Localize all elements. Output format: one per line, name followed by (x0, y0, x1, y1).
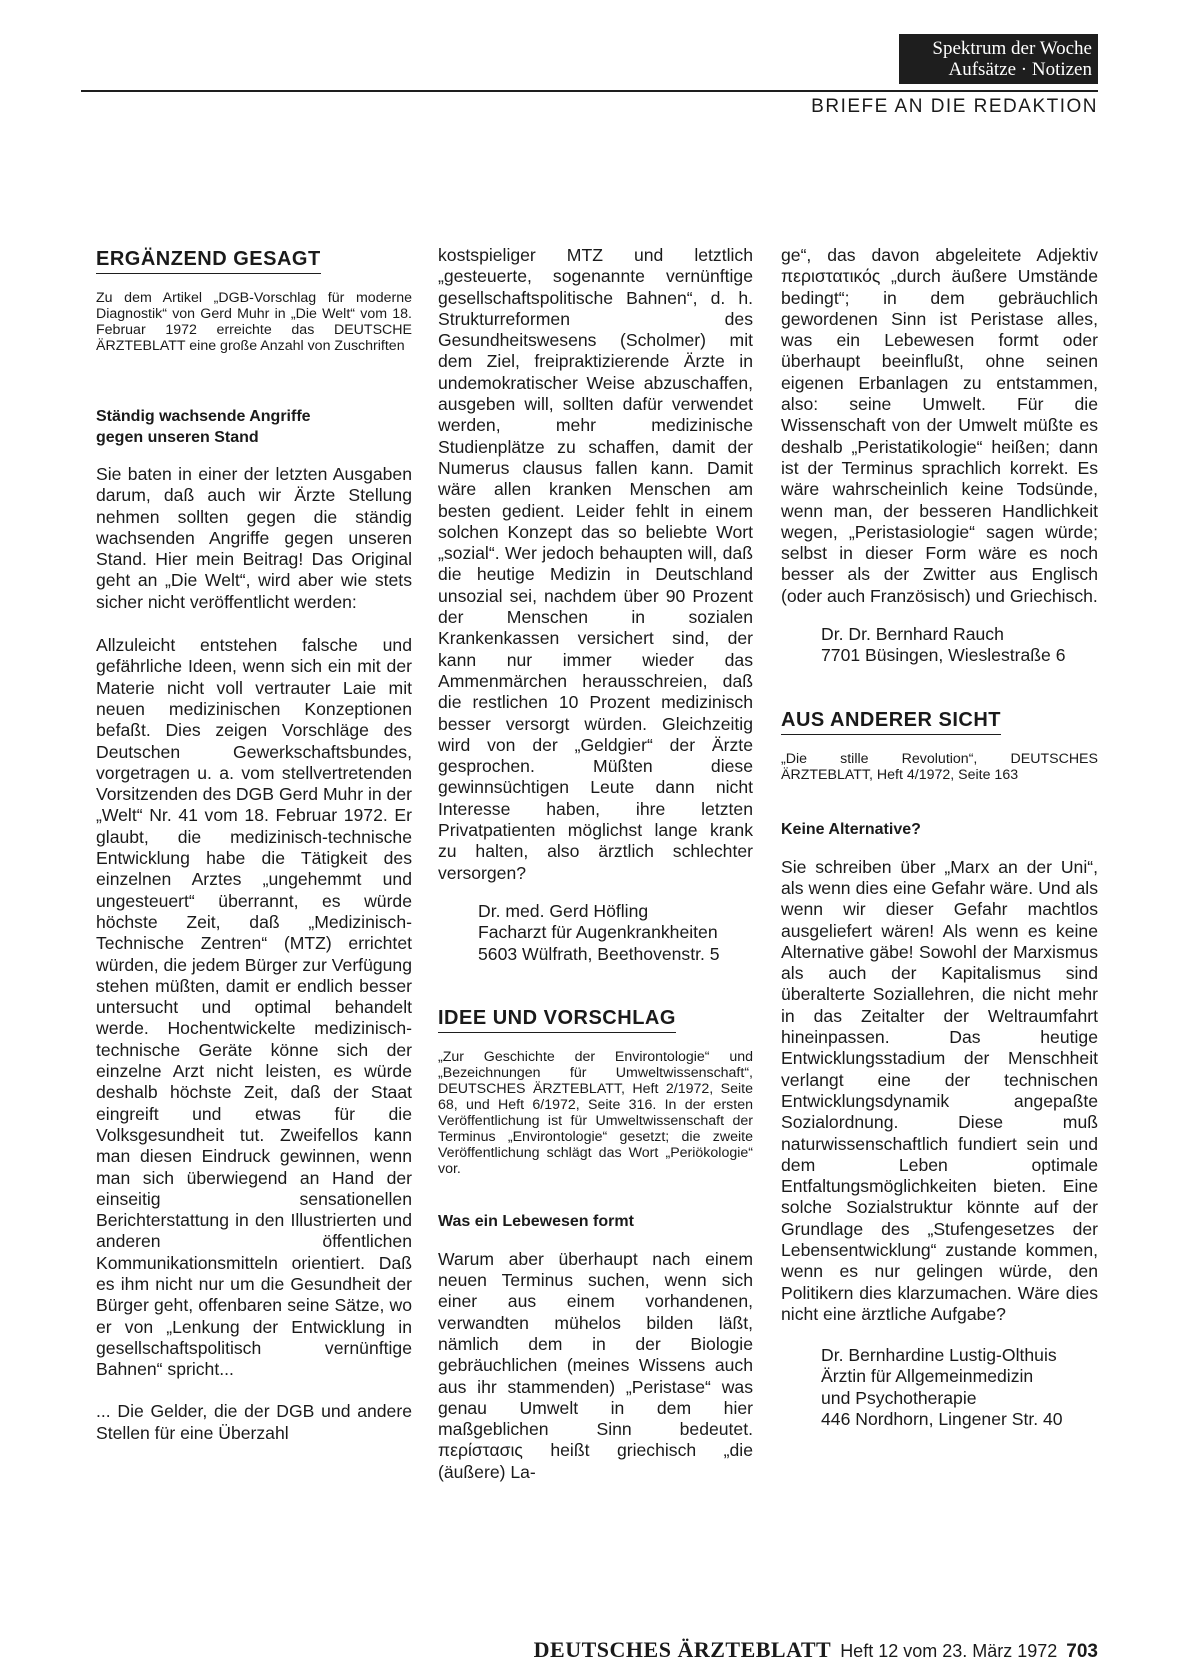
signature-address: 5603 Wülfrath, Beethovenstr. 5 (478, 943, 720, 964)
header-rule (81, 90, 1098, 92)
section-box-line1: Spektrum der Woche (932, 38, 1092, 59)
signature-name: Dr. med. Gerd Höfling (478, 900, 649, 921)
subhead-line-2: gegen unseren Stand (96, 429, 259, 446)
signature-address: 7701 Büsingen, Wieslestraße 6 (821, 645, 1066, 666)
intro-text: „Die stille Revolution“, DEUTSCHES ÄRZTEBLATT, Heft 4/1972, Seite 163 (781, 750, 1098, 783)
signature-title: Ärztin für Allgemeinmedizin (821, 1366, 1034, 1387)
letter-subhead (96, 406, 412, 448)
body-paragraph: Sie baten in einer der letzten Ausgaben darum, daß auch wir Ärzte Stellung nehmen sollten gegen die ständig wachsenden Angriffe gegen unseren Stand. Hier mein Beitrag! Das Original geht an „Die Welt“, wird aber wie stets sicher nicht veröffentlicht werden: (96, 464, 412, 612)
body-paragraph: ge“, das davon abgeleitete Adjektiv περιστατικός „durch äußere Umstände bedingt“; in dem gebräuchlich gewordenen Sinn ist Peristase alles, was ein Lebewesen formt oder überhaupt beeinflußt, ohne seinen eigenen Erbanlagen zu entstammen, also: seine Umwelt. Für die Wissenschaft von der Umwelt müßte es deshalb „Peristatikologie“ heißen; dann ist der Terminus sprachlich korrekt. Es wäre wahrscheinlich keine Todsünde, wenn man, der besseren Handlichkeit wegen, „Peristasiologie“ sagen würde; selbst in dieser Form wäre es noch besser als der Zwitter aus Englisch (oder auch Französisch) und Griechisch. (781, 245, 1098, 606)
body-paragraph: Sie schreiben über „Marx an der Uni“, als wenn dies eine Gefahr wäre. Und als wenn wir dieser Gefahr machtlos ausgeliefert wären! Als wenn es keine Alternative gäbe! Sowohl der Marxismus als auch der Kapitalismus sind überalterte Soziallehren, die nicht mehr in das Zeitalter der Weltraumfahrt hineinpassen. Das heutige Entwicklungsstadium der Menschheit verlangt eine der technischen Entwicklungsdynamik angepaßte Sozialordnung. Diese muß naturwissenschaftlich fundiert sein und dem Leben optimale Entfaltungsmöglichkeiten bieten. Eine solche Sozialstruktur könnte auf der Grundlage des „Stufengesetzes der Lebensentwicklung“ zustande kommen, wenn es nur gelingen würde, den Politikern dies klarzumachen. Wäre dies nicht eine ärztliche Aufgabe? (781, 856, 1098, 1324)
signature (781, 624, 1098, 667)
section-label: BRIEFE AN DIE REDAKTION (811, 96, 1098, 117)
journal-name: DEUTSCHES ÄRZTEBLATT (533, 1637, 832, 1662)
signature-address: 446 Nordhorn, Lingener Str. 40 (821, 1409, 1063, 1430)
column-2 (438, 245, 753, 1483)
section-title-erganzend: ERGÄNZEND GESAGT (96, 248, 321, 274)
signature-name: Dr. Bernhardine Lustig-Olthuis (821, 1345, 1057, 1366)
column-1 (96, 248, 412, 1444)
issue-info: Heft 12 vom 23. März 1972 (840, 1641, 1058, 1661)
section-title-idee: IDEE UND VORSCHLAG (438, 1007, 676, 1033)
page-number: 703 (1066, 1641, 1098, 1662)
section-box-line2: Aufsätze · Notizen (948, 59, 1092, 80)
section-box (899, 34, 1098, 84)
section-title-aus-anderer-sicht: AUS ANDERER SICHT (781, 709, 1001, 735)
body-paragraph: Allzuleicht entstehen falsche und gefährliche Ideen, wenn sich ein mit der Materie nicht voll vertrauter Laie mit neuen medizinischen Konzeptionen befaßt. Dies zeigen Vorschläge des Deutschen Gewerkschaftsbundes, vorgetragen u. a. vom stellvertretenden Vorsitzenden des DGB Gerd Muhr in der „Welt“ Nr. 41 vom 18. Februar 1972. Er glaubt, die medizinisch-technische Entwicklung habe die Tätigkeit des einzelnen Arztes „ungehemmt und ungesteuert“ überrannt, es würde höchste Zeit, daß „Medizinisch-Technische Zentren“ (MTZ) errichtet würden, die jedem Bürger zur Verfügung stehen müßten, damit er endlich besser untersucht und optimal behandelt werde. Hochentwickelte medizinisch-technische Geräte könne sich der einzelne Arzt nicht leisten, es würde deshalb höchste Zeit, daß der Staat eingreift und etwas für die Volksgesundheit tut. Zweifellos kann man diesen Eindruck gewinnen, wenn man sich überwiegend an Hand der einseitig sensationellen Berichterstattung in den Illustrierten und anderen öffentlichen Kommunikationsmitteln orientiert. Daß es ihm nicht nur um die Gesundheit der Bürger geht, offenbaren seine Sätze, wo er von „Lenkung der Entwicklung in gesellschaftspolitisch vernünftige Bahnen“ spricht... (96, 635, 412, 1380)
signature (438, 901, 753, 965)
letter-subhead: Keine Alternative? (781, 820, 921, 838)
signature (781, 1345, 1098, 1430)
letter-subhead: Was ein Lebewesen formt (438, 1212, 634, 1230)
body-paragraph: Warum aber überhaupt nach einem neuen Terminus suchen, wenn sich einer aus einem vorhandenen, verwandten mühelos bilden läßt, nämlich dem in der Biologie gebräuchlichen (meines Wissens auch aus ihr stammenden) „Peristase“ was genau Umwelt in dem hier maßgeblichen Sinn bedeutet. περίστασις heißt griechisch „die (äußere) La- (438, 1248, 753, 1482)
subhead-line-1: Ständig wachsende Angriffe (96, 408, 311, 425)
signature-title: Facharzt für Augenkrankheiten (478, 922, 718, 943)
page-footer (534, 1637, 1098, 1663)
body-paragraph: kostspieliger MTZ und letztlich „gesteuerte, sogenannte vernünftige gesellschaftspolitische Bahnen“, d. h. Strukturreformen des Gesundheitswesens (Scholmer) mit dem Ziel, freipraktizierende Ärzte in undemokratischer Weise abzuschaffen, ausgeben will, sollten dafür verwendet werden, mehr medizinische Studienplätze zu schaffen, damit der Numerus clausus fallen kann. Damit wäre allen kranken Menschen am besten gedient. Leider fehlt in einem solchen Konzept das so beliebte Wort „sozial“. Wer jedoch behaupten will, daß die heutige Medizin in Deutschland unsozial sei, nachdem über 90 Prozent der Menschen in sozialen Krankenkassen versichert sind, der kann nur immer wieder das Ammenmärchen herausschreien, daß die restlichen 10 Prozent medizinisch besser versorgt würden. Gleichzeitig wird von der „Geldgier“ der Ärzte gesprochen. Müßten diese gewinnsüchtigen Leute dann nicht Interesse haben, ihre letzten Privatpatienten möglichst lange krank zu halten, also ärztlich schlechter versorgen? (438, 245, 753, 883)
intro-text: „Zur Geschichte der Environtologie“ und „Bezeichnungen für Umweltwissenschaft“, DEUTSCHES ÄRZTEBLATT, Heft 2/1972, Seite 68, und Heft 6/1972, Seite 316. In der ersten Veröffentlichung ist für Umweltwissenschaft der Terminus „Environtologie“ gesetzt; die zweite Veröffentlichung schlägt das Wort „Periökologie“ vor. (438, 1048, 753, 1177)
signature-title-2: und Psychotherapie (821, 1387, 977, 1408)
column-3 (781, 245, 1098, 1430)
body-paragraph: ... Die Gelder, die der DGB und andere Stellen für eine Überzahl (96, 1401, 412, 1443)
intro-text: Zu dem Artikel „DGB-Vorschlag für moderne Diagnostik“ von Gerd Muhr in „Die Welt“ vom 18. Februar 1972 erreichte das DEUTSCHE ÄRZTEBLATT eine große Anzahl von Zuschriften (96, 290, 412, 354)
signature-name: Dr. Dr. Bernhard Rauch (821, 624, 1004, 645)
